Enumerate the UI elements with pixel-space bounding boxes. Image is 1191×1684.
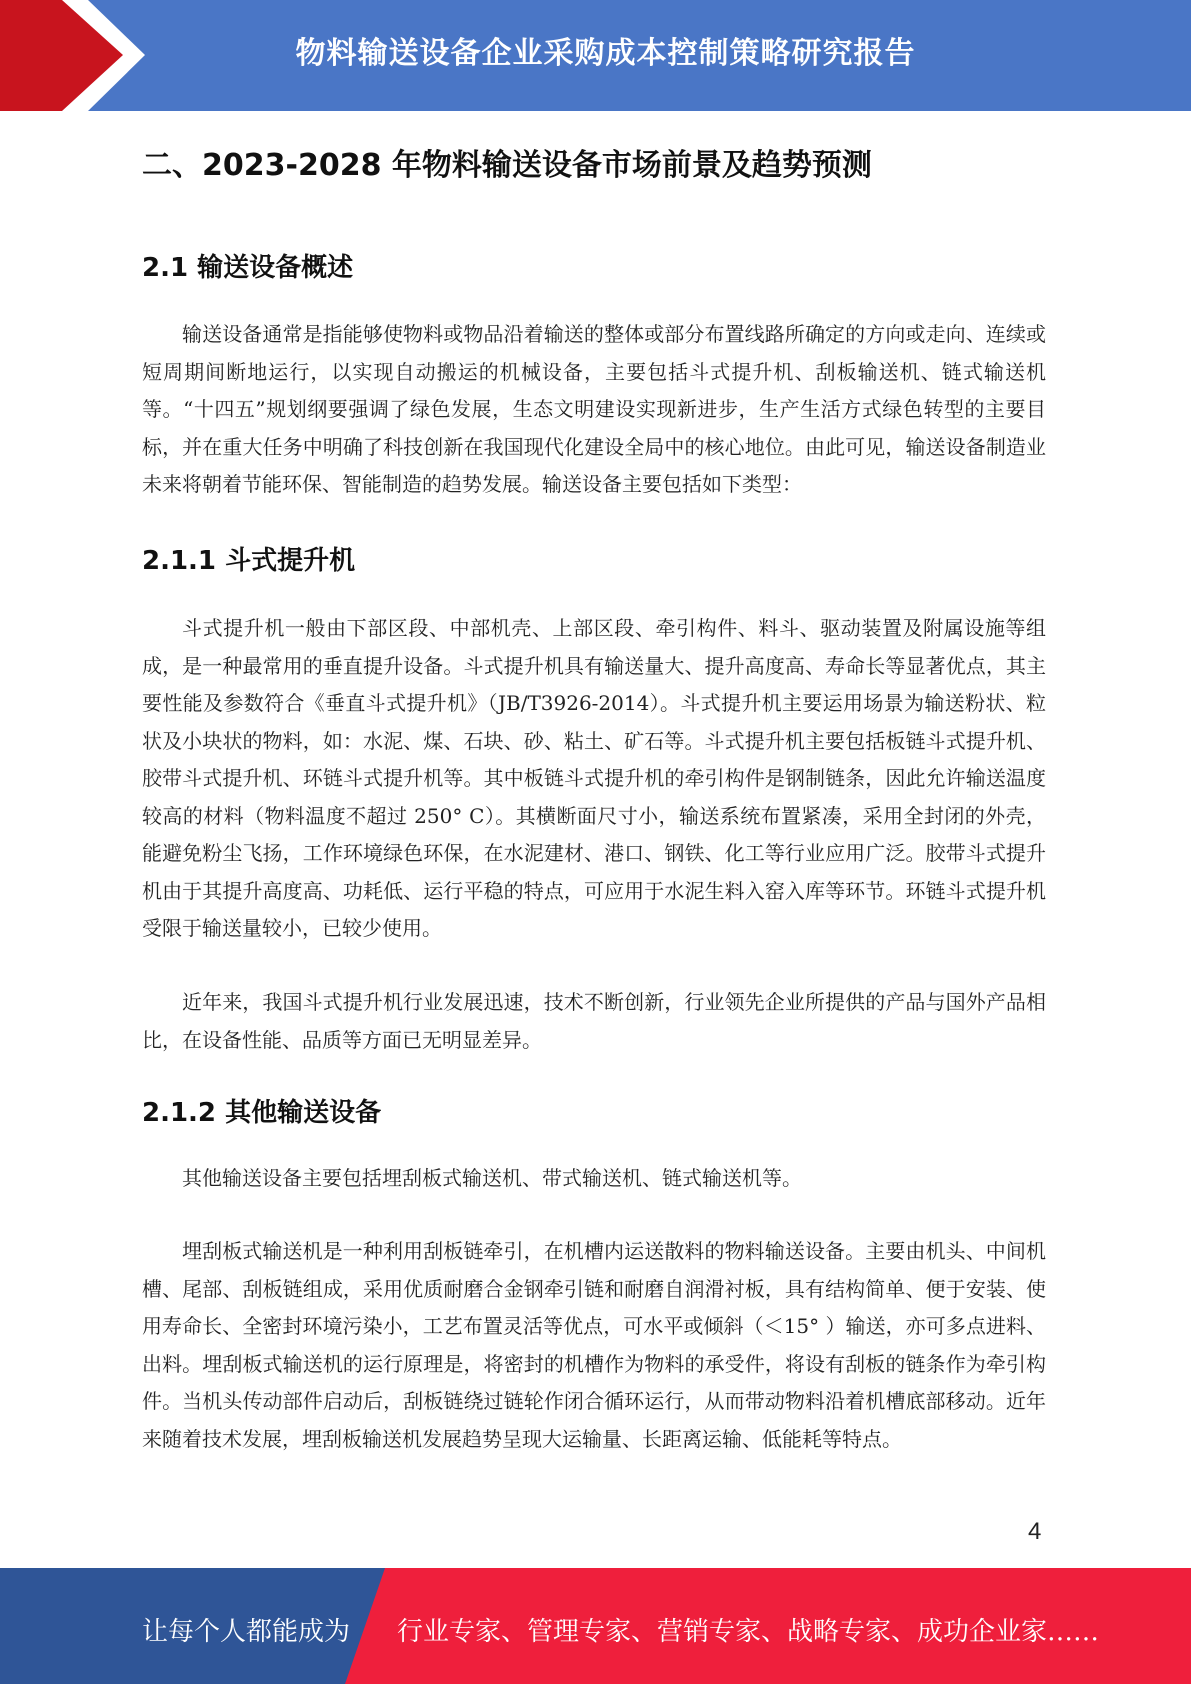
subsection-heading-2-1: 2.1 输送设备概述 (142, 253, 354, 283)
header-banner (0, 0, 1191, 111)
paragraph-bucket-elevator: 斗式提升机一般由下部区段、中部机壳、上部区段、牵引构件、料斗、驱动装置及附属设施等组成，是一种最常用的垂直提升设备。斗式提升机具有输送量大、提升高度高、寿命长等显著优点，其主要性能及参数符合《垂直斗式提升机》（JB/T3926-2014）。斗式提升机主要运用场景为输送粉状、粒状及小块状的物料，如：水泥、煤、石块、砂、粘土、矿石等。斗式提升机主要包括板链斗式提升机、胶带斗式提升机、环链斗式提升机等。其中板链斗式提升机的牵引构件是钢制链条，因此允许输送温度较高的材料（物料温度不超过 250° C）。其横断面尺寸小，输送系统布置紧凑，采用全封闭的外壳，能避免粉尘飞扬，工作环境绿色环保，在水泥建材、港口、钢铁、化工等行业应用广泛。胶带斗式提升机由于其提升高度高、功耗低、运行平稳的特点，可应用于水泥生料入窑入库等环节。环链斗式提升机受限于输送量较小，已较少使用。 (142, 616, 1046, 940)
section-heading: 二、2023-2028 年物料输送设备市场前景及趋势预测 (142, 148, 872, 183)
paragraph-scraper-conveyor: 埋刮板式输送机是一种利用刮板链牵引，在机槽内运送散料的物料输送设备。主要由机头、中间机槽、尾部、刮板链组成，采用优质耐磨合金钢牵引链和耐磨自润滑衬板，具有结构简单、便于安装、使用寿命长、全密封环境污染小，工艺布置灵活等优点，可水平或倾斜（＜15° ）输送，亦可多点进料、出料。埋刮板式输送机的运行原理是，将密封的机槽作为物料的承受件，将设有刮板的链条作为牵引构件。当机头传动部件启动后，刮板链绕过链轮作闭合循环运行，从而带动物料沿着机槽底部移动。近年来随着技术发展，埋刮板输送机发展趋势呈现大运输量、长距离运输、低能耗等特点。 (142, 1239, 1046, 1451)
subsection-heading-2-1-2: 2.1.2 其他输送设备 (142, 1098, 382, 1128)
paragraph-other-equipment: 其他输送设备主要包括埋刮板式输送机、带式输送机、链式输送机等。 (182, 1166, 802, 1190)
footer-slogan-left: 让每个人都能成为 (142, 1617, 351, 1647)
page-number: 4 (1028, 1518, 1042, 1545)
report-title: 物料输送设备企业采购成本控制策略研究报告 (295, 36, 916, 71)
paragraph-overview: 输送设备通常是指能够使物料或物品沿着输送的整体或部分布置线路所确定的方向或走向、连续或短周期间断地运行，以实现自动搬运的机械设备，主要包括斗式提升机、刮板输送机、链式输送机等。“十四五”规划纲要强调了绿色发展，生态文明建设实现新进步，生产生活方式绿色转型的主要目标，并在重大任务中明确了科技创新在我国现代化建设全局中的核心地位。由此可见，输送设备制造业未来将朝着节能环保、智能制造的趋势发展。输送设备主要包括如下类型： (142, 322, 1046, 496)
subsection-heading-2-1-1: 2.1.1 斗式提升机 (142, 546, 356, 576)
paragraph-bucket-elevator-trend: 近年来，我国斗式提升机行业发展迅速，技术不断创新，行业领先企业所提供的产品与国外产品相比，在设备性能、品质等方面已无明显差异。 (142, 990, 1046, 1052)
footer-slogan-right: 行业专家、管理专家、营销专家、战略专家、成功企业家…… (397, 1617, 1100, 1647)
